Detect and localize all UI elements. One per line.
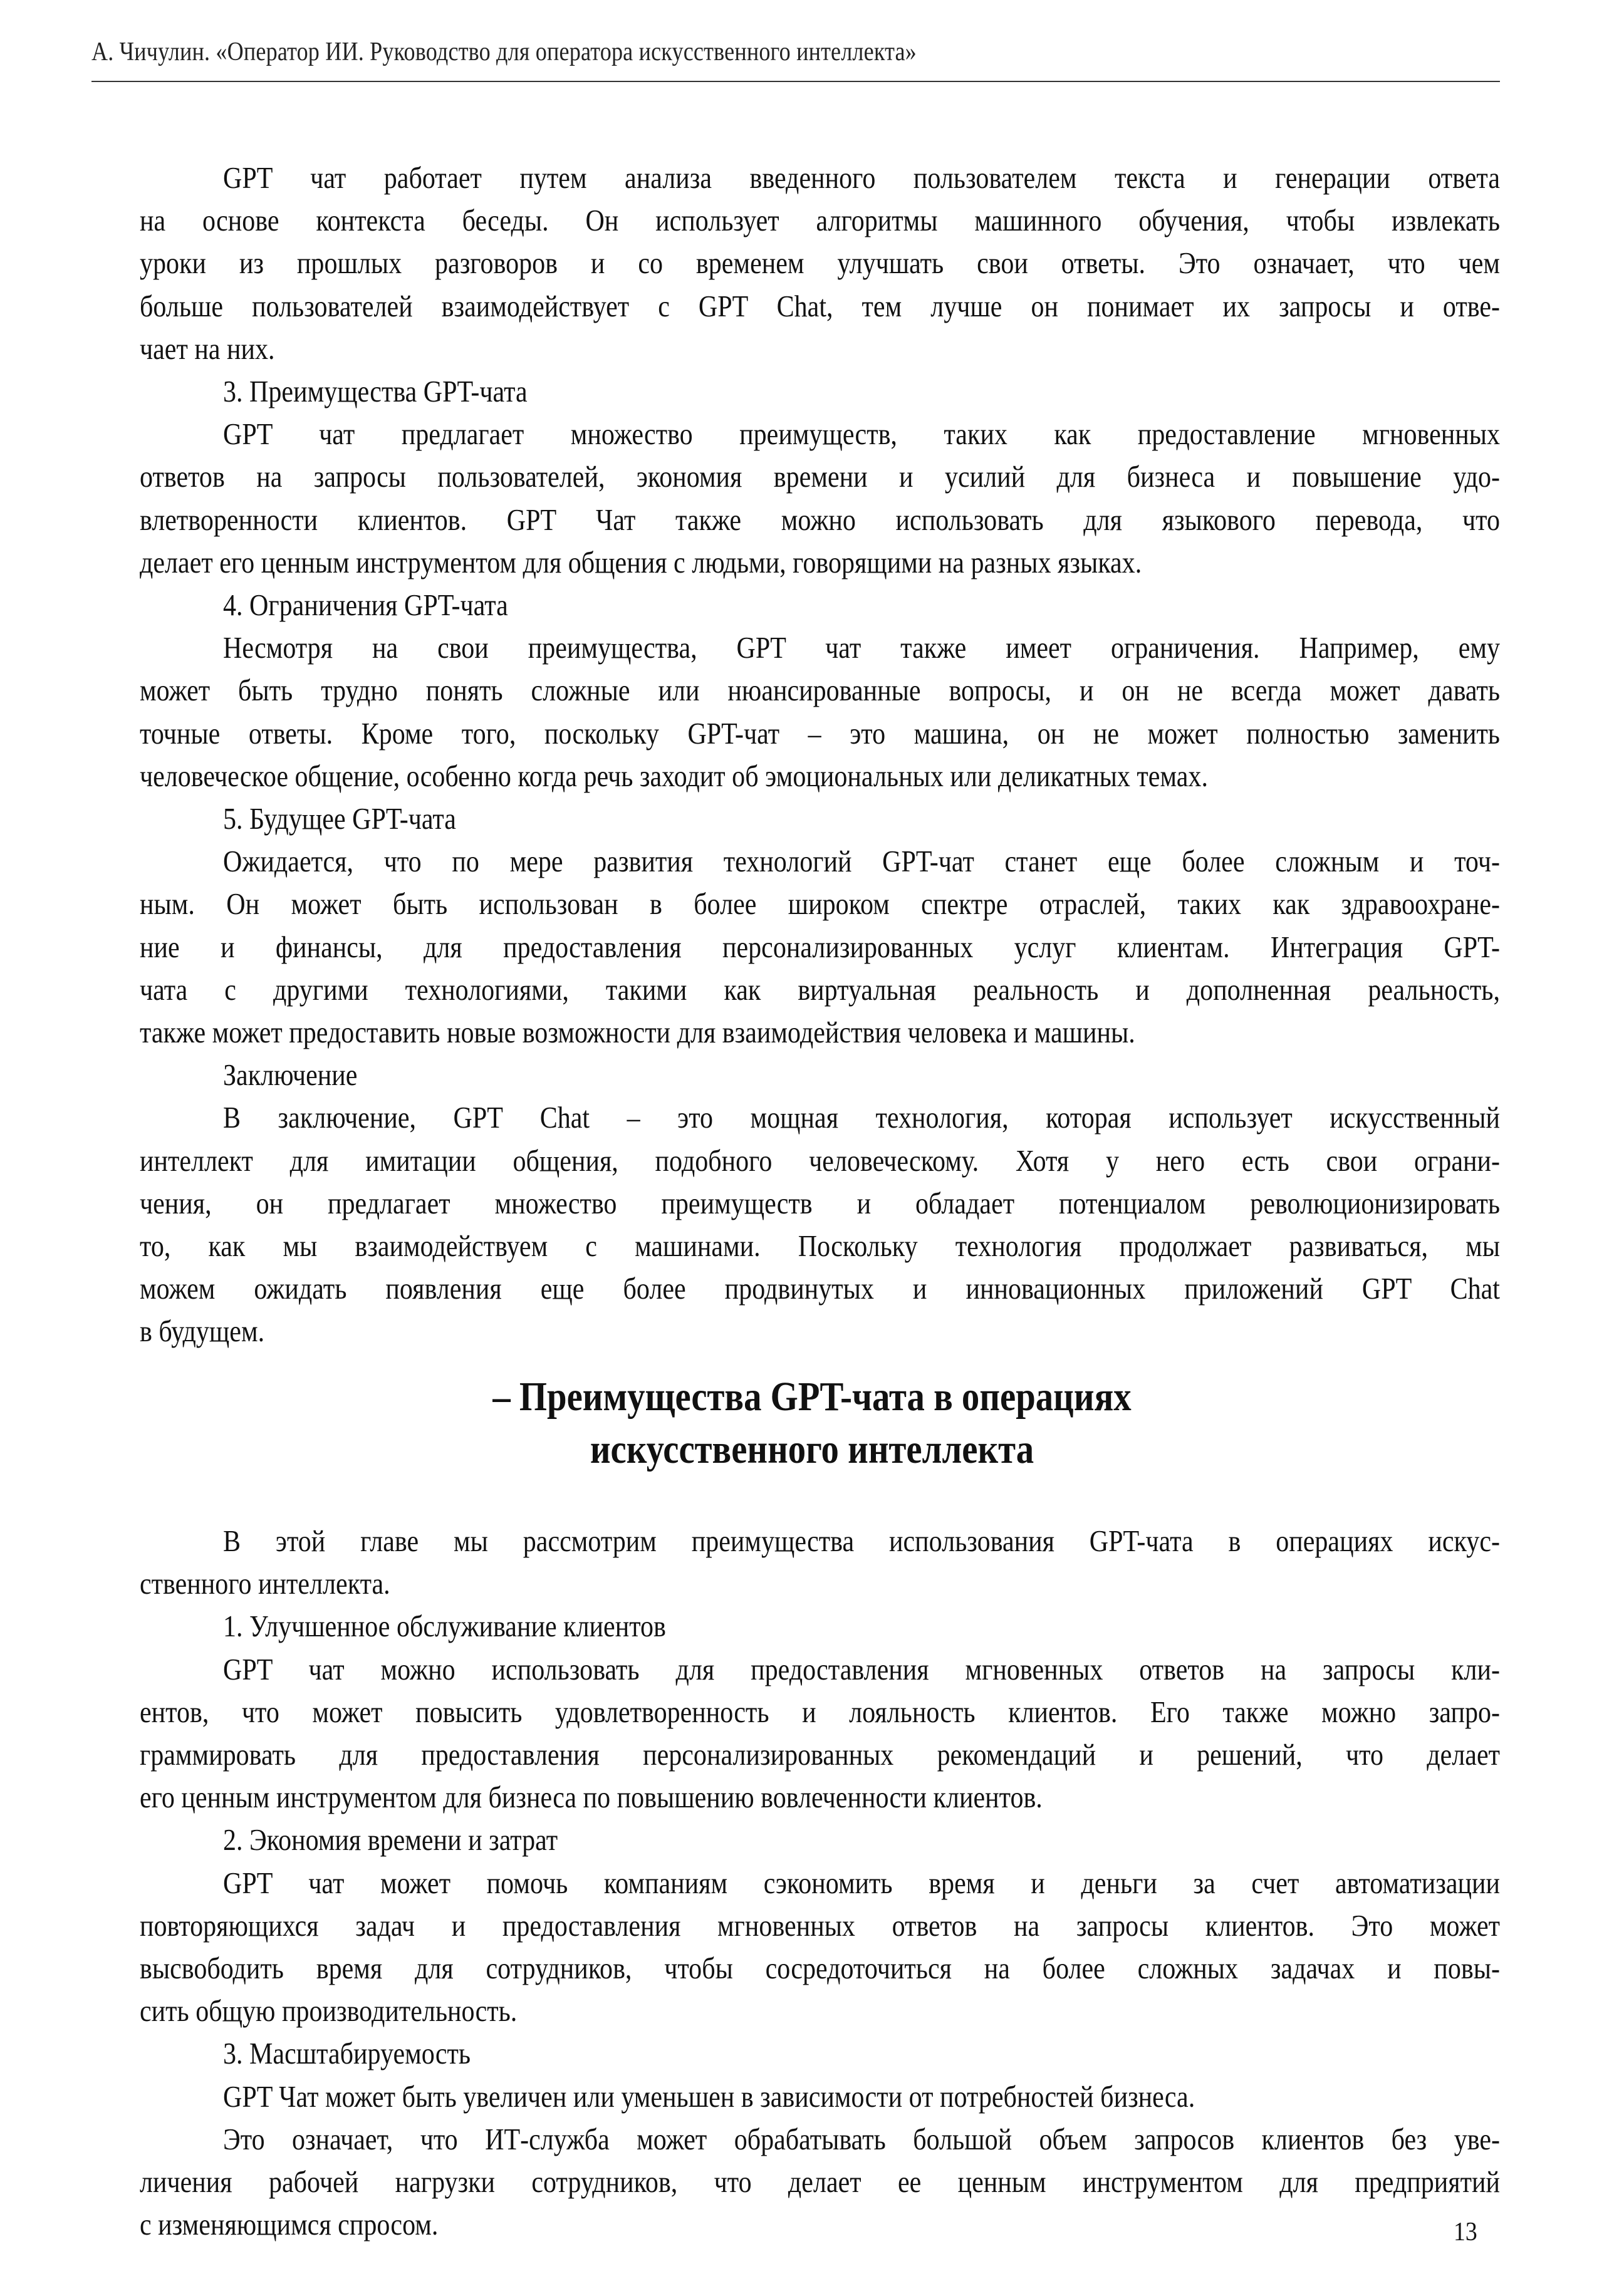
line-text: интеллект для имитации общения, подобного человеческому. Хотя у него есть свои ограни-: [140, 1143, 1500, 1178]
text-line: [140, 755, 1500, 797]
line-text: 2. Экономия времени и затрат: [223, 1822, 558, 1857]
text-line: [140, 1947, 1500, 1990]
line-text: В заключение, GPT Chat – это мощная технология, которая использует искусственный: [223, 1100, 1500, 1135]
subsection-title: [140, 584, 1500, 626]
text-line: [140, 1096, 1500, 1139]
line-text: больше пользователей взаимодействует с GPT Chat, тем лучше он понимает их запросы и отве-: [140, 288, 1500, 323]
text-line: [140, 2161, 1500, 2203]
line-text: на основе контекста беседы. Он использует алгоритмы машинного обучения, чтобы извлекать: [140, 203, 1500, 238]
line-text: уроки из прошлых разговоров и со временем улучшать свои ответы. Это означает, что чем: [140, 246, 1500, 281]
subsection-title: [140, 370, 1500, 413]
text-line: [140, 199, 1500, 242]
text-line: [140, 883, 1500, 925]
text-line: [140, 1520, 1500, 1562]
line-text: можем ожидать появления еще более продвинутых и инновационных приложений GPT Chat: [140, 1271, 1500, 1306]
text-line: [140, 157, 1500, 199]
header-divider: [91, 81, 1500, 82]
line-text: делает его ценным инструментом для общения с людьми, говорящими на разных языках.: [140, 544, 1142, 579]
text-line: [140, 1225, 1500, 1267]
text-line: [140, 1691, 1500, 1733]
line-text: чает на них.: [140, 331, 275, 366]
text-line: [140, 1990, 1500, 2032]
text-line: [140, 413, 1500, 455]
text-line: [140, 455, 1500, 498]
text-line: [140, 1267, 1500, 1310]
subsection-title: [140, 1605, 1500, 1648]
text-line: [140, 1904, 1500, 1947]
line-text: GPT чат предлагает множество преимуществ, таких как предоставление мгновенных: [223, 417, 1500, 452]
text-line: [140, 626, 1500, 669]
running-header: А. Чичулин. «Оператор ИИ. Руководство для оператора искусственного интеллекта»: [91, 38, 917, 66]
line-text: в будущем.: [140, 1314, 265, 1349]
line-text: ответов на запросы пользователей, экономия времени и усилий для бизнеса и повышение удо-: [140, 459, 1500, 494]
line-text: человеческое общение, особенно когда речь заходит об эмоциональных или деликатных темах.: [140, 758, 1208, 793]
line-text: повторяющихся задач и предоставления мгновенных ответов на запросы клиентов. Это может: [140, 1908, 1500, 1943]
line-text: влетворенности клиентов. GPT Чат также можно использовать для языкового перевода, что: [140, 502, 1500, 537]
text-line: [140, 328, 1500, 370]
text-line: [140, 1011, 1500, 1054]
line-text: GPT чат может помочь компаниям сэкономить время и деньги за счет автоматизации: [223, 1865, 1500, 1900]
text-line: [140, 1862, 1500, 1904]
text-line: [140, 840, 1500, 883]
line-text: 1. Улучшенное обслуживание клиентов: [223, 1609, 666, 1644]
text-line: [140, 669, 1500, 712]
text-line: [140, 2203, 1500, 2246]
line-text: Несмотря на свои преимущества, GPT чат также имеет ограничения. Например, ему: [223, 630, 1500, 665]
text-line: [140, 712, 1500, 755]
line-text: также может предоставить новые возможности для взаимодействия человека и машины.: [140, 1015, 1135, 1049]
text-line: [140, 926, 1500, 969]
line-text: сить общую производительность.: [140, 1993, 518, 2028]
line-text: 3. Преимущества GPT-чата: [223, 374, 528, 408]
line-text: ным. Он может быть использован в более широком спектре отраслей, таких как здравоохране-: [140, 886, 1500, 922]
text-line: [140, 969, 1500, 1011]
subsection-title: [140, 2032, 1500, 2075]
chapter-heading: [0, 1371, 1624, 1476]
line-text: то, как мы взаимодействуем с машинами. Поскольку технология продолжает развиваться, мы: [140, 1229, 1500, 1263]
line-text: GPT чат работает путем анализа введенного пользователем текста и генерации ответа: [223, 160, 1500, 195]
chapter-heading-line-1: – Преимущества GPT-чата в операциях: [492, 1374, 1132, 1420]
line-text: Это означает, что ИТ-служба может обрабатывать большой объем запросов клиентов без уве-: [223, 2121, 1500, 2156]
line-text: личения рабочей нагрузки сотрудников, что делает ее ценным инструментом для предприятий: [140, 2164, 1500, 2199]
line-text: высвободить время для сотрудников, чтобы сосредоточиться на более сложных задачах и повы-: [140, 1951, 1500, 1985]
text-line: [140, 2075, 1500, 2118]
subsection-title: [140, 1819, 1500, 1861]
text-line: [140, 1562, 1500, 1605]
subsection-title: [140, 1054, 1500, 1096]
text-line: [140, 1182, 1500, 1225]
chapter-heading-line-2: искусственного интеллекта: [590, 1426, 1034, 1472]
line-text: граммировать для предоставления персонализированных рекомендаций и решений, что делает: [140, 1737, 1500, 1772]
line-text: чата с другими технологиями, такими как виртуальная реальность и дополненная реальность,: [140, 972, 1500, 1007]
text-line: [140, 242, 1500, 284]
line-text: 5. Будущее GPT-чата: [223, 801, 456, 836]
line-text: В этой главе мы рассмотрим преимущества использования GPT-чата в операциях искус-: [223, 1524, 1500, 1558]
text-line: [140, 541, 1500, 584]
text-line: [140, 2118, 1500, 2161]
text-line: [140, 499, 1500, 541]
subsection-title: [140, 797, 1500, 840]
line-text: ние и финансы, для предоставления персонализированных услуг клиентам. Интеграция GPT-: [140, 929, 1500, 964]
line-text: Ожидается, что по мере развития технологий GPT-чат станет еще более сложным и точ-: [223, 844, 1500, 879]
line-text: с изменяющимся спросом.: [140, 2207, 439, 2242]
line-text: 4. Ограничения GPT-чата: [223, 588, 508, 622]
line-text: GPT чат можно использовать для предоставления мгновенных ответов на запросы кли-: [223, 1651, 1500, 1686]
text-line: [140, 285, 1500, 328]
text-line: [140, 1776, 1500, 1819]
line-text: Заключение: [223, 1057, 358, 1093]
line-text: GPT Чат может быть увеличен или уменьшен в зависимости от потребностей бизнеса.: [223, 2079, 1195, 2114]
text-line: [140, 1310, 1500, 1353]
line-text: ентов, что может повысить удовлетворенность и лояльность клиентов. Его также можно запро-: [140, 1694, 1500, 1729]
page-number: 13: [1454, 2218, 1477, 2247]
line-text: ственного интеллекта.: [140, 1566, 390, 1601]
text-line: [140, 1733, 1500, 1776]
line-text: 3. Масштабируемость: [223, 2036, 471, 2071]
text-line: [140, 1140, 1500, 1182]
line-text: его ценным инструментом для бизнеса по повышению вовлеченности клиентов.: [140, 1780, 1043, 1815]
text-line: [140, 1648, 1500, 1691]
line-text: точные ответы. Кроме того, поскольку GPT-чат – это машина, он не может полностью заменить: [140, 715, 1500, 751]
line-text: чения, он предлагает множество преимуществ и обладает потенциалом революционизировать: [140, 1185, 1500, 1220]
line-text: может быть трудно понять сложные или нюансированные вопросы, и он не всегда может давать: [140, 673, 1500, 708]
